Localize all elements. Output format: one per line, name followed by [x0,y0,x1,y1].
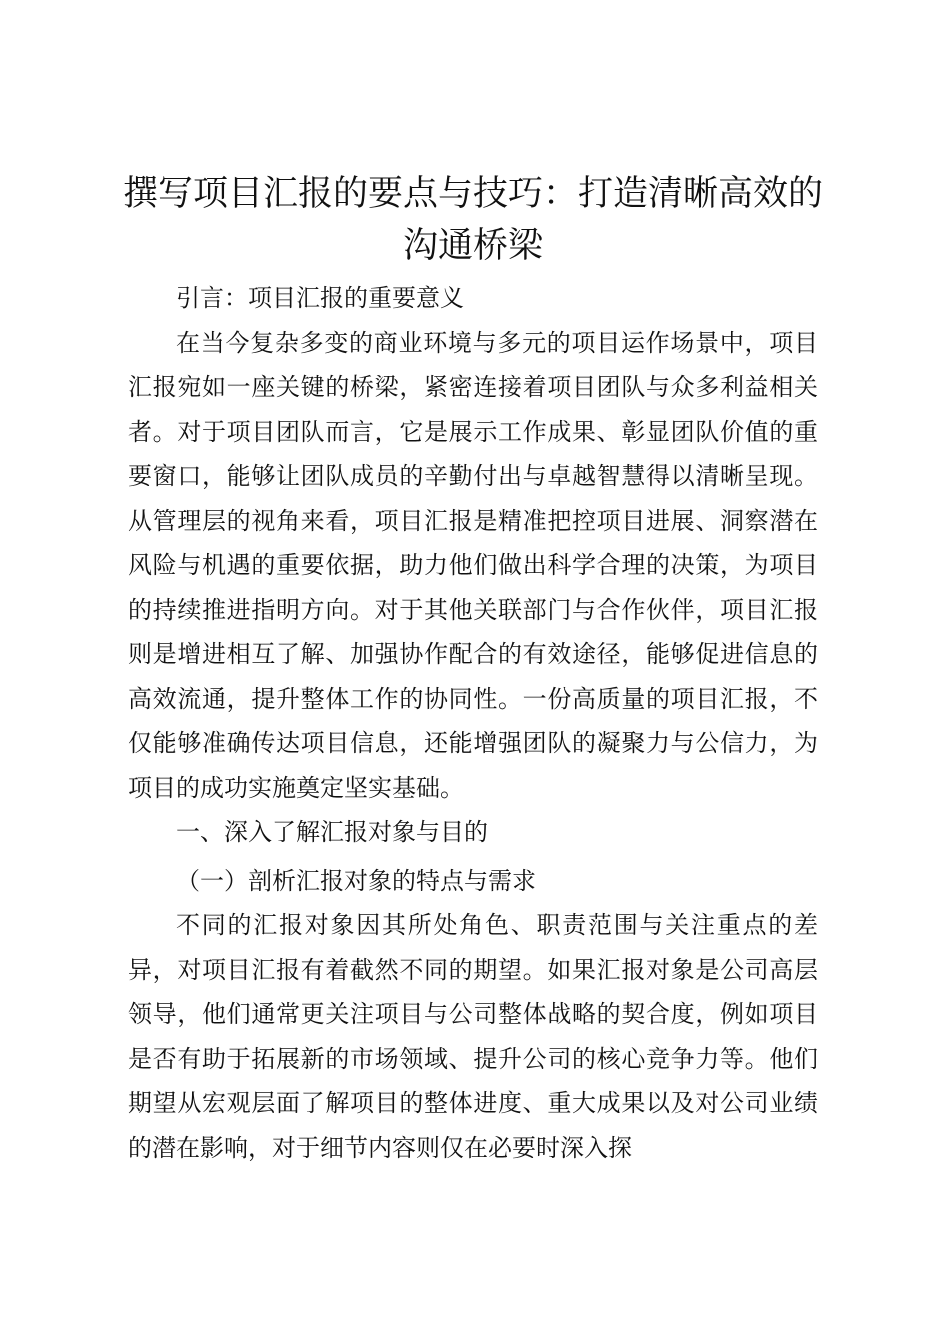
intro-heading: 引言：项目汇报的重要意义 [176,284,464,312]
subsection-heading: （一）剖析汇报对象的特点与需求 [176,866,536,895]
intro-paragraph: 在当今复杂多变的商业环境与多元的项目运作场景中，项目汇报宛如一座关键的桥梁，紧密连接着项目团队与众多利益相关者。对于项目团队而言，它是展示工作成果、彰显团队价值的重要窗口，能够让团队成员的辛勤付出与卓越智慧得以清晰呈现。从管理层的视角来看，项目汇报是精准把控项目进展、洞察潜在风险与机遇的重要依据，助力他们做出科学合理的决策，为项目的持续推进指明方向。对于其他关联部门与合作伙伴，项目汇报则是增进相互了解、加强协作配合的有效途径，能够促进信息的高效流通，提升整体工作的协同性。一份高质量的项目汇报，不仅能够准确传达项目信息，还能增强团队的凝聚力与公信力，为项目的成功实施奠定坚实基础。 [128,328,818,802]
section-heading: 一、深入了解汇报对象与目的 [176,818,488,846]
document-title: 撰写项目汇报的要点与技巧：打造清晰高效的沟通桥梁 [122,174,823,266]
subsection-paragraph: 不同的汇报对象因其所处角色、职责范围与关注重点的差异，对项目汇报有着截然不同的期望。如果汇报对象是公司高层领导，他们通常更关注项目与公司整体战略的契合度，例如项目是否有助于拓展新的市场领域、提升公司的核心竞争力等。他们期望从宏观层面了解项目的整体进度、重大成果以及对公司业绩的潜在影响，对于细节内容则仅在必要时深入探 [128,911,818,1162]
document-page [122,168,823,1170]
